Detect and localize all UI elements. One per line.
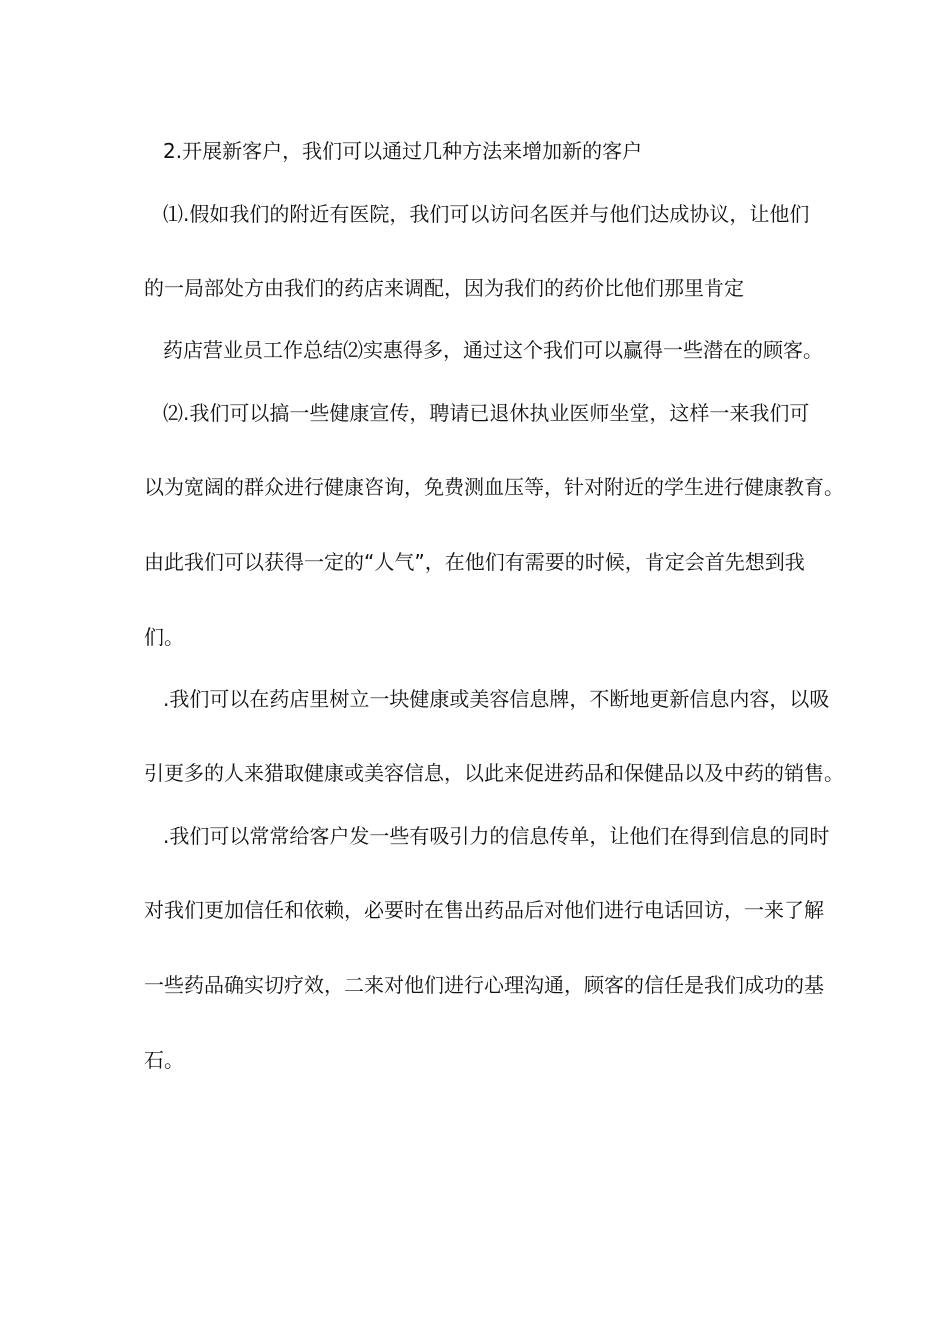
paragraph-line: 石。 <box>144 1048 184 1072</box>
paragraph-line: 的一局部处方由我们的药店来调配，因为我们的药价比他们那里肯定 <box>144 276 744 300</box>
paragraph-line: 一些药品确实切疗效，二来对他们进行心理沟通，顾客的信任是我们成功的基 <box>144 973 824 997</box>
paragraph-line: .我们可以常常给客户发一些有吸引力的信息传单，让他们在得到信息的同时 <box>163 824 830 848</box>
paragraph-line: 以为宽阔的群众进行健康咨询，免费测血压等，针对附近的学生进行健康教育。 <box>144 475 844 499</box>
paragraph-line: ⑵.我们可以搞一些健康宣传，聘请已退休执业医师坐堂，这样一来我们可 <box>163 401 810 425</box>
heading-new-customers: 2.开展新客户，我们可以通过几种方法来增加新的客户 <box>163 139 643 163</box>
paragraph-line: 由此我们可以获得一定的“人气”，在他们有需要的时候，肯定会首先想到我 <box>144 550 805 574</box>
paragraph-line: .我们可以在药店里树立一块健康或美容信息牌，不断地更新信息内容，以吸 <box>163 687 830 711</box>
paragraph-line: 药店营业员工作总结⑵实惠得多，通过这个我们可以赢得一些潜在的顾客。 <box>163 338 823 362</box>
paragraph-line: 引更多的人来猎取健康或美容信息，以此来促进药品和保健品以及中药的销售。 <box>144 761 844 785</box>
paragraph-line: 们。 <box>144 625 184 649</box>
paragraph-line: 对我们更加信任和依赖，必要时在售出药品后对他们进行电话回访，一来了解 <box>144 898 824 922</box>
paragraph-line: ⑴.假如我们的附近有医院，我们可以访问名医并与他们达成协议，让他们 <box>163 202 810 226</box>
